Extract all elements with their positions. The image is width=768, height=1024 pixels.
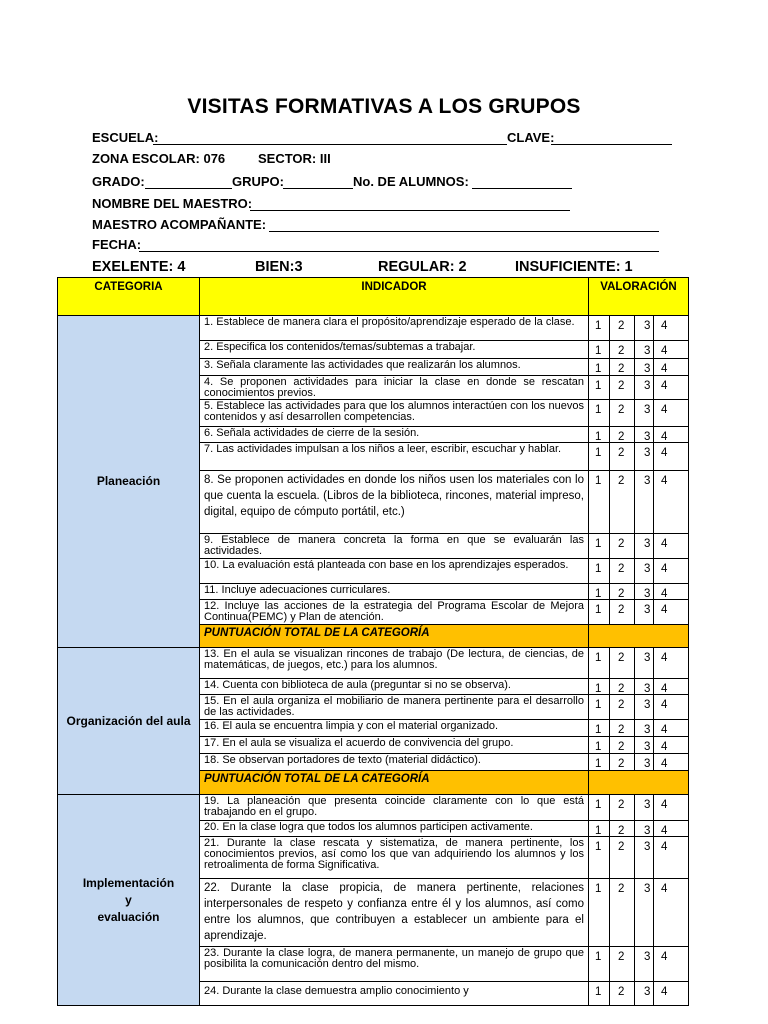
valuation-option-1[interactable]: 1 [595, 699, 602, 711]
category-implementacion-evaluacion [58, 795, 200, 1006]
valuation-option-4[interactable]: 4 [661, 724, 668, 736]
valuation-option-1[interactable]: 1 [595, 951, 602, 963]
valuation-option-1[interactable]: 1 [595, 363, 602, 375]
valuation-option-1[interactable]: 1 [595, 345, 602, 357]
valuation-divider [609, 982, 610, 1005]
valuation-divider [653, 837, 654, 878]
indicator-4: 4. Se proponen actividades para iniciar la clase en donde se rescatan conocimientos previos. [200, 376, 589, 400]
valuation-cell[interactable] [589, 443, 689, 471]
indicator-11: 11. Incluye adecuaciones curriculares. [200, 584, 589, 600]
valuation-option-3[interactable]: 3 [644, 883, 651, 895]
valuation-divider [634, 359, 635, 375]
valuation-divider [609, 879, 610, 946]
grado-label: GRADO: [92, 174, 145, 189]
valuation-option-4[interactable]: 4 [661, 951, 668, 963]
header-valoracion: VALORACIÓN [589, 278, 689, 316]
valuation-cell[interactable] [589, 737, 689, 754]
valuation-divider [634, 534, 635, 558]
valuation-divider [653, 648, 654, 678]
indicator-3: 3. Señala claramente las actividades que realizarán los alumnos. [200, 359, 589, 376]
header-categoria: CATEGORIA [58, 278, 200, 316]
valuation-cell[interactable] [589, 947, 689, 982]
valuation-divider [653, 879, 654, 946]
valuation-cell[interactable] [589, 795, 689, 821]
valuation-divider [653, 679, 654, 694]
valuation-divider [609, 821, 610, 836]
valuation-divider [609, 400, 610, 426]
valuation-option-1[interactable]: 1 [595, 431, 602, 443]
indicator-19: 19. La planeación que presenta coincide claramente con lo que está trabajando en el grupo. [200, 795, 589, 821]
valuation-option-1[interactable]: 1 [595, 380, 602, 392]
valuation-cell[interactable] [589, 471, 689, 534]
valuation-option-4[interactable]: 4 [661, 431, 668, 443]
valuation-divider [634, 821, 635, 836]
nombre-maestro-label: NOMBRE DEL MAESTRO: [92, 196, 253, 211]
indicator-22: 22. Durante la clase propicia, de manera pertinente, relaciones interpersonales de respeto y confianza entre él y los alumnos, así como entre los alumnos, que contribuyen a establecer un ambiente para el aprendizaje. [200, 879, 589, 947]
valuation-option-1[interactable]: 1 [595, 538, 602, 550]
valuation-divider [609, 679, 610, 694]
valuation-option-2[interactable]: 2 [618, 604, 625, 616]
indicator-10: 10. La evaluación está planteada con base en los aprendizajes esperados. [200, 559, 589, 584]
valuation-divider [634, 559, 635, 583]
valuation-divider [609, 316, 610, 340]
valuation-option-4[interactable]: 4 [661, 683, 668, 695]
valuation-divider [653, 559, 654, 583]
valuation-option-3[interactable]: 3 [644, 799, 651, 811]
valuation-option-2[interactable]: 2 [618, 563, 625, 575]
valuation-divider [634, 879, 635, 946]
valuation-divider [609, 720, 610, 736]
valuation-cell[interactable] [589, 821, 689, 837]
valuation-option-2[interactable]: 2 [618, 724, 625, 736]
scale-insuficiente: INSUFICIENTE: 1 [515, 259, 633, 275]
valuation-cell[interactable] [589, 695, 689, 720]
indicator-9: 9. Establece de manera concreta la forma en que se evaluarán las actividades. [200, 534, 589, 559]
valuation-divider [609, 471, 610, 533]
valuation-cell[interactable] [589, 559, 689, 584]
valuation-option-1[interactable]: 1 [595, 588, 602, 600]
category-label: Organización del aula [66, 713, 191, 728]
valuation-divider [634, 376, 635, 399]
valuation-option-3[interactable]: 3 [644, 475, 651, 487]
valuation-divider [609, 795, 610, 820]
valuation-option-1[interactable]: 1 [595, 563, 602, 575]
valuation-cell[interactable] [589, 754, 689, 771]
valuation-cell[interactable] [589, 376, 689, 400]
indicator-21: 21. Durante la clase rescata y sistematiza, de manera pertinente, los conocimientos previos, así como los que van adquiriendo los alumnos y los retroalimenta de forma Significativa. [200, 837, 589, 879]
indicator-6: 6. Señala actividades de cierre de la sesión. [200, 427, 589, 443]
valuation-divider [653, 695, 654, 719]
valuation-option-1[interactable]: 1 [595, 604, 602, 616]
valuation-option-4[interactable]: 4 [661, 604, 668, 616]
indicator-2: 2. Especifica los contenidos/temas/subtemas a trabajar. [200, 341, 589, 359]
page-title: VISITAS FORMATIVAS A LOS GRUPOS [187, 95, 581, 118]
valuation-option-1[interactable]: 1 [595, 841, 602, 853]
valuation-divider [609, 648, 610, 678]
valuation-divider [634, 720, 635, 736]
valuation-option-1[interactable]: 1 [595, 683, 602, 695]
scale-bien: BIEN:3 [255, 259, 303, 275]
valuation-option-2[interactable]: 2 [618, 363, 625, 375]
valuation-option-2[interactable]: 2 [618, 345, 625, 357]
escuela-field[interactable] [153, 144, 507, 145]
category-total-value[interactable] [589, 625, 689, 648]
valuation-option-4[interactable]: 4 [661, 883, 668, 895]
indicator-20: 20. En la clase logra que todos los alumnos participen activamente. [200, 821, 589, 837]
valuation-divider [634, 400, 635, 426]
valuation-option-2[interactable]: 2 [618, 683, 625, 695]
valuation-divider [653, 443, 654, 470]
valuation-option-3[interactable]: 3 [644, 741, 651, 753]
valuation-option-2[interactable]: 2 [618, 741, 625, 753]
valuation-divider [653, 584, 654, 599]
valuation-cell[interactable] [589, 534, 689, 559]
valuation-cell[interactable] [589, 982, 689, 1006]
valuation-option-1[interactable]: 1 [595, 799, 602, 811]
fecha-field[interactable] [139, 251, 659, 252]
valuation-option-4[interactable]: 4 [661, 841, 668, 853]
valuation-option-3[interactable]: 3 [644, 652, 651, 664]
valuation-divider [609, 427, 610, 442]
valuation-divider [609, 584, 610, 599]
valuation-divider [609, 600, 610, 624]
valuation-cell[interactable] [589, 879, 689, 947]
valuation-option-2[interactable]: 2 [618, 431, 625, 443]
zona-escolar-label: ZONA ESCOLAR: 076 [92, 151, 226, 166]
valuation-option-4[interactable]: 4 [661, 363, 668, 375]
valuation-option-3[interactable]: 3 [644, 604, 651, 616]
valuation-option-4[interactable]: 4 [661, 538, 668, 550]
valuation-option-2[interactable]: 2 [618, 699, 625, 711]
valuation-divider [634, 584, 635, 599]
valuation-option-4[interactable]: 4 [661, 345, 668, 357]
valuation-option-3[interactable]: 3 [644, 345, 651, 357]
grupo-field[interactable] [283, 188, 353, 189]
valuation-divider [609, 534, 610, 558]
category-label-line: y [125, 892, 132, 907]
indicator-16: 16. El aula se encuentra limpia y con el material organizado. [200, 720, 589, 737]
valuation-option-3[interactable]: 3 [644, 699, 651, 711]
valuation-option-2[interactable]: 2 [618, 841, 625, 853]
valuation-option-1[interactable]: 1 [595, 758, 602, 770]
valuation-option-3[interactable]: 3 [644, 588, 651, 600]
valuation-divider [653, 821, 654, 836]
valuation-option-1[interactable]: 1 [595, 741, 602, 753]
valuation-option-4[interactable]: 4 [661, 447, 668, 459]
valuation-option-3[interactable]: 3 [644, 825, 651, 837]
category-label-line: evaluación [97, 909, 160, 924]
valuation-divider [653, 376, 654, 399]
valuation-divider [653, 982, 654, 1005]
indicator-7: 7. Las actividades impulsan a los niños a leer, escribir, escuchar y hablar. [200, 443, 589, 471]
category-label: Planeación [96, 474, 161, 488]
valuation-option-1[interactable]: 1 [595, 320, 602, 332]
valuation-divider [634, 443, 635, 470]
no-alumnos-label: No. DE ALUMNOS: [353, 174, 469, 189]
clave-label: CLAVE: [507, 130, 555, 145]
indicator-18: 18. Se observan portadores de texto (material didáctico). [200, 754, 589, 771]
valuation-divider [634, 947, 635, 981]
valuation-option-2[interactable]: 2 [618, 883, 625, 895]
fecha-label: FECHA: [92, 237, 142, 252]
valuation-option-2[interactable]: 2 [618, 320, 625, 332]
valuation-divider [653, 471, 654, 533]
valuation-option-3[interactable]: 3 [644, 563, 651, 575]
valuation-divider [653, 795, 654, 820]
valuation-divider [653, 341, 654, 358]
valuation-option-4[interactable]: 4 [661, 475, 668, 487]
valuation-option-2[interactable]: 2 [618, 447, 625, 459]
valuation-option-3[interactable]: 3 [644, 951, 651, 963]
valuation-option-4[interactable]: 4 [661, 380, 668, 392]
valuation-divider [609, 443, 610, 470]
category-total-label: PUNTUACIÓN TOTAL DE LA CATEGORÍA [200, 771, 589, 795]
valuation-cell[interactable] [589, 648, 689, 679]
valuation-option-1[interactable]: 1 [595, 986, 602, 998]
valuation-option-4[interactable]: 4 [661, 986, 668, 998]
valuation-option-3[interactable]: 3 [644, 447, 651, 459]
escuela-label: ESCUELA: [92, 130, 159, 145]
valuation-divider [634, 648, 635, 678]
valuation-option-2[interactable]: 2 [618, 951, 625, 963]
indicator-1: 1. Establece de manera clara el propósito/aprendizaje esperado de la clase. [200, 316, 589, 341]
valuation-divider [634, 341, 635, 358]
valuation-divider [653, 720, 654, 736]
valuation-option-2[interactable]: 2 [618, 475, 625, 487]
valuation-option-2[interactable]: 2 [618, 799, 625, 811]
valuation-divider [653, 600, 654, 624]
valuation-divider [653, 427, 654, 442]
valuation-option-1[interactable]: 1 [595, 404, 602, 416]
indicator-14: 14. Cuenta con biblioteca de aula (preguntar si no se observa). [200, 679, 589, 695]
valuation-option-1[interactable]: 1 [595, 883, 602, 895]
no-alumnos-field[interactable] [472, 188, 572, 189]
valuation-option-1[interactable]: 1 [595, 447, 602, 459]
valuation-option-3[interactable]: 3 [644, 538, 651, 550]
valuation-divider [653, 359, 654, 375]
valuation-divider [653, 947, 654, 981]
category-total-label: PUNTUACIÓN TOTAL DE LA CATEGORÍA [200, 625, 589, 648]
valuation-divider [609, 559, 610, 583]
indicator-23: 23. Durante la clase logra, de manera permanente, un manejo de grupo que posibilita la comunicación dentro del mismo. [200, 947, 589, 982]
valuation-divider [609, 837, 610, 878]
valuation-option-3[interactable]: 3 [644, 724, 651, 736]
valuation-divider [634, 695, 635, 719]
valuation-divider [634, 737, 635, 753]
valuation-option-1[interactable]: 1 [595, 475, 602, 487]
valuation-option-4[interactable]: 4 [661, 799, 668, 811]
valuation-option-3[interactable]: 3 [644, 986, 651, 998]
valuation-divider [609, 737, 610, 753]
indicator-15: 15. En el aula organiza el mobiliario de manera pertinente para el desarrollo de las actividades. [200, 695, 589, 720]
indicator-5: 5. Establece las actividades para que los alumnos interactúen con los nuevos contenidos y así desarrollen competencias. [200, 400, 589, 427]
indicator-12: 12. Incluye las acciones de la estrategia del Programa Escolar de Mejora Continua(PEMC) y Plan de atención. [200, 600, 589, 625]
valuation-cell[interactable] [589, 679, 689, 695]
valuation-cell[interactable] [589, 837, 689, 879]
indicator-17: 17. En el aula se visualiza el acuerdo de convivencia del grupo. [200, 737, 589, 754]
valuation-option-2[interactable]: 2 [618, 404, 625, 416]
valuation-option-3[interactable]: 3 [644, 380, 651, 392]
category-planeacion [58, 316, 200, 648]
valuation-option-3[interactable]: 3 [644, 758, 651, 770]
valuation-cell[interactable] [589, 600, 689, 625]
valuation-option-1[interactable]: 1 [595, 724, 602, 736]
valuation-option-3[interactable]: 3 [644, 363, 651, 375]
valuation-option-3[interactable]: 3 [644, 431, 651, 443]
valuation-divider [653, 400, 654, 426]
sector-label: SECTOR: III [258, 151, 331, 166]
valuation-divider [634, 471, 635, 533]
valuation-option-3[interactable]: 3 [644, 683, 651, 695]
valuation-option-2[interactable]: 2 [618, 986, 625, 998]
indicator-13: 13. En el aula se visualizan rincones de trabajo (De lectura, de ciencias, de matemáticas, de juegos, etc.) para los alumnos. [200, 648, 589, 679]
valuation-option-2[interactable]: 2 [618, 588, 625, 600]
valuation-option-4[interactable]: 4 [661, 758, 668, 770]
valuation-cell[interactable] [589, 427, 689, 443]
valuation-option-2[interactable]: 2 [618, 380, 625, 392]
valuation-option-1[interactable]: 1 [595, 652, 602, 664]
valuation-cell[interactable] [589, 720, 689, 737]
valuation-divider [634, 427, 635, 442]
valuation-divider [634, 316, 635, 340]
valuation-option-3[interactable]: 3 [644, 841, 651, 853]
valuation-divider [634, 982, 635, 1005]
valuation-divider [609, 947, 610, 981]
valuation-option-1[interactable]: 1 [595, 825, 602, 837]
valuation-option-3[interactable]: 3 [644, 404, 651, 416]
valuation-option-2[interactable]: 2 [618, 652, 625, 664]
valuation-divider [653, 754, 654, 770]
valuation-option-3[interactable]: 3 [644, 320, 651, 332]
valuation-cell[interactable] [589, 341, 689, 359]
category-total-value[interactable] [589, 771, 689, 795]
valuation-divider [634, 600, 635, 624]
valuation-option-4[interactable]: 4 [661, 404, 668, 416]
header-indicador: INDICADOR [200, 278, 589, 316]
valuation-option-2[interactable]: 2 [618, 825, 625, 837]
valuation-divider [634, 679, 635, 694]
indicator-24: 24. Durante la clase demuestra amplio conocimiento y [200, 982, 589, 1006]
grado-field[interactable] [145, 188, 232, 189]
maestro-acompanante-label: MAESTRO ACOMPAÑANTE: [92, 217, 267, 232]
valuation-option-2[interactable]: 2 [618, 758, 625, 770]
valuation-option-4[interactable]: 4 [661, 320, 668, 332]
valuation-divider [609, 359, 610, 375]
valuation-divider [634, 837, 635, 878]
valuation-divider [634, 795, 635, 820]
valuation-cell[interactable] [589, 316, 689, 341]
valuation-divider [609, 376, 610, 399]
valuation-option-4[interactable]: 4 [661, 563, 668, 575]
valuation-divider [609, 754, 610, 770]
clave-field[interactable] [551, 144, 672, 145]
grupo-label: GRUPO: [232, 174, 284, 189]
valuation-option-2[interactable]: 2 [618, 538, 625, 550]
valuation-divider [653, 737, 654, 753]
maestro-acompanante-field[interactable] [269, 231, 659, 232]
valuation-option-4[interactable]: 4 [661, 588, 668, 600]
valuation-cell[interactable] [589, 584, 689, 600]
valuation-option-4[interactable]: 4 [661, 652, 668, 664]
valuation-cell[interactable] [589, 400, 689, 427]
valuation-divider [653, 534, 654, 558]
indicator-8: 8. Se proponen actividades en donde los niños usen los materiales con lo que cuenta la escuela. (Libros de la biblioteca, rincones, material impreso, digital, equipo de cómputo portátil, etc.) [200, 471, 589, 534]
scale-excelente: EXELENTE: 4 [92, 259, 186, 275]
valuation-cell[interactable] [589, 359, 689, 376]
category-organizacion-aula [58, 648, 200, 795]
valuation-divider [653, 316, 654, 340]
valuation-option-4[interactable]: 4 [661, 741, 668, 753]
valuation-option-4[interactable]: 4 [661, 699, 668, 711]
valuation-divider [609, 695, 610, 719]
scale-regular: REGULAR: 2 [378, 259, 467, 275]
category-label-line: Implementación [82, 875, 175, 890]
nombre-maestro-field[interactable] [250, 210, 570, 211]
valuation-divider [609, 341, 610, 358]
evaluation-table [57, 277, 689, 1006]
valuation-divider [634, 754, 635, 770]
valuation-option-4[interactable]: 4 [661, 825, 668, 837]
